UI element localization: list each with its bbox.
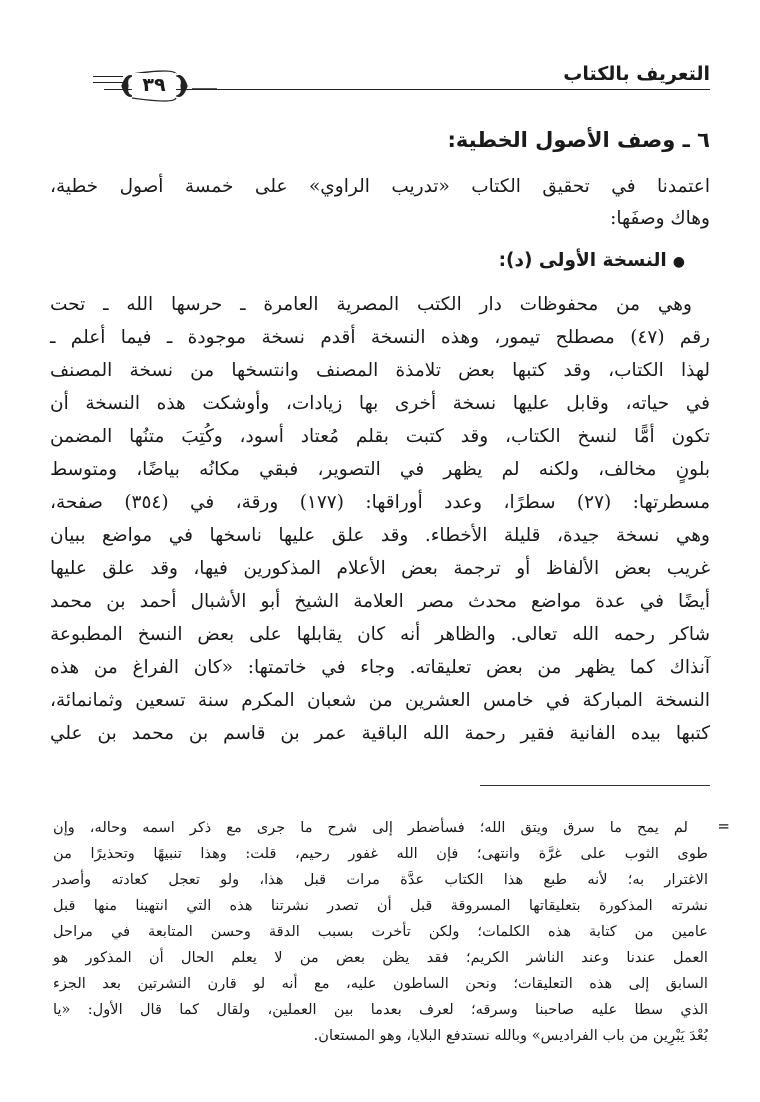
body-line: تكون أمًّا لنسخ الكتاب، وقد كتبت بقلم مُعتاد أسود، وكُتِبَ متنُها المضمن bbox=[50, 426, 710, 447]
footnote-line: طوى الثوب على غرَّة وانتهى؛ فإن الله غفور رحيم، قلت: وهذا تنبيهًا وتحذيرًا من bbox=[53, 845, 708, 862]
footnote-line: الذي سطا عليه صاحبنا وسرقه؛ لعرف بعدما بين العملين، ولقال كما قال الأول: «يا bbox=[53, 1001, 708, 1018]
body-line: في حياته، وقابل عليها نسخة أخرى بها زيادات، وأوشكت هذه النسخة أن bbox=[50, 393, 710, 414]
running-title: التعريف بالكتاب bbox=[563, 63, 710, 85]
intro-line: وهاك وصفَها: bbox=[610, 208, 710, 229]
footnote-line: العمل عندنا وعند الناشر الكريم؛ فقد يظن بعض من لا يعلم الحال أن المذكور هو bbox=[53, 949, 708, 966]
body-line: مسطرتها: (٢٧) سطرًا، وعدد أوراقها: (١٧٧) ورقة، في (٣٥٤) صفحة، bbox=[50, 492, 711, 513]
page-number: ٣٩ bbox=[132, 73, 176, 97]
footnote-line: الاغترار به؛ لأنه طبع هذا الكتاب عدَّة مرات قبل هذا، ولو تعجل كعادته وأصدر bbox=[53, 871, 708, 888]
footnote-line: نشرته المذكورة بتعليقاتها المسروقة قبل أن تصدر نشرتنا هذه التي انتهينا منها قبل bbox=[53, 897, 708, 914]
ornament-dashes bbox=[93, 76, 123, 88]
footnote-line: بُعْدَ يَبْرِين من باب الفراديس» وبالله نستدفع البلايا، وهو المستعان. bbox=[313, 1027, 708, 1044]
body-line: وهي من محفوظات دار الكتب المصرية العامرة ـ حرسها الله ـ تحت bbox=[50, 294, 692, 315]
body-line: لهذا الكتاب، وقد كتبها بعض تلامذة المصنف وانتسخها من نسخة المصنف bbox=[50, 360, 710, 381]
body-line: آنذاك كما يظهر من بعض تعليقاته. وجاء في خاتمتها: «كان الفراغ من هذه bbox=[50, 657, 710, 678]
footnote-line: لم يمح ما سرق ويتق الله؛ فسأضطر إلى شرح ما جرى مع ذكر اسمه وحاله، وإن bbox=[53, 819, 688, 836]
body-line: النسخة المباركة في خامس العشرين من شعبان المكرم سنة تسعين وثمانمائة، bbox=[50, 690, 710, 711]
body-line: بلونٍ مخالف، ولكنه لم يظهر في التصوير، فبقي مكانُه بياضًا، ومتوسط bbox=[50, 459, 710, 480]
bullet-icon: ● bbox=[672, 254, 685, 270]
subheading-text: النسخة الأولى (د): bbox=[498, 250, 667, 271]
body-line: وهي نسخة جيدة، قليلة الأخطاء. وقد علق عليها ناسخها في مواضع ببيان bbox=[50, 525, 710, 546]
manuscript-subheading bbox=[25, 246, 685, 277]
body-line: شاكر رحمه الله تعالى. والظاهر أنه كان يقابلها على بعض النسخ المطبوعة bbox=[50, 624, 710, 645]
section-title: ٦ ـ وصف الأصول الخطية: bbox=[447, 128, 710, 152]
body-line: غريب بعض الألفاظ أو ترجمة بعض الأعلام المذكورين فيها، وقد علق عليها bbox=[50, 558, 710, 579]
footnote-line: عامين من كتابة هذه الكلمات؛ ولكن تأخرت بسبب الدقة وحسن المتابعة في مراحل bbox=[53, 923, 708, 940]
body-line: رقم (٤٧) مصطلح تيمور، وهذه النسخة أقدم نسخة موجودة ـ فيما أعلم ـ bbox=[50, 327, 710, 348]
body-line: أيضًا في عدة مواضع محدث مصر العلامة الشيخ أبو الأشبال أحمد بن محمد bbox=[50, 591, 710, 612]
body-line: كتبها بيده الفانية فقير رحمة الله الباقية عمر بن قاسم بن محمد بن علي bbox=[50, 723, 710, 744]
footnote-rule bbox=[480, 785, 710, 786]
intro-line: اعتمدنا في تحقيق الكتاب «تدريب الراوي» على خمسة أصول خطية، bbox=[50, 176, 710, 197]
footnote-continuation-marker: = bbox=[717, 817, 730, 835]
footnote-line: السابق إلى هذه التعليقات؛ ونحن الساطون عليه، مع أنه لو قارن النشرتين بعد الجزء bbox=[53, 975, 708, 992]
